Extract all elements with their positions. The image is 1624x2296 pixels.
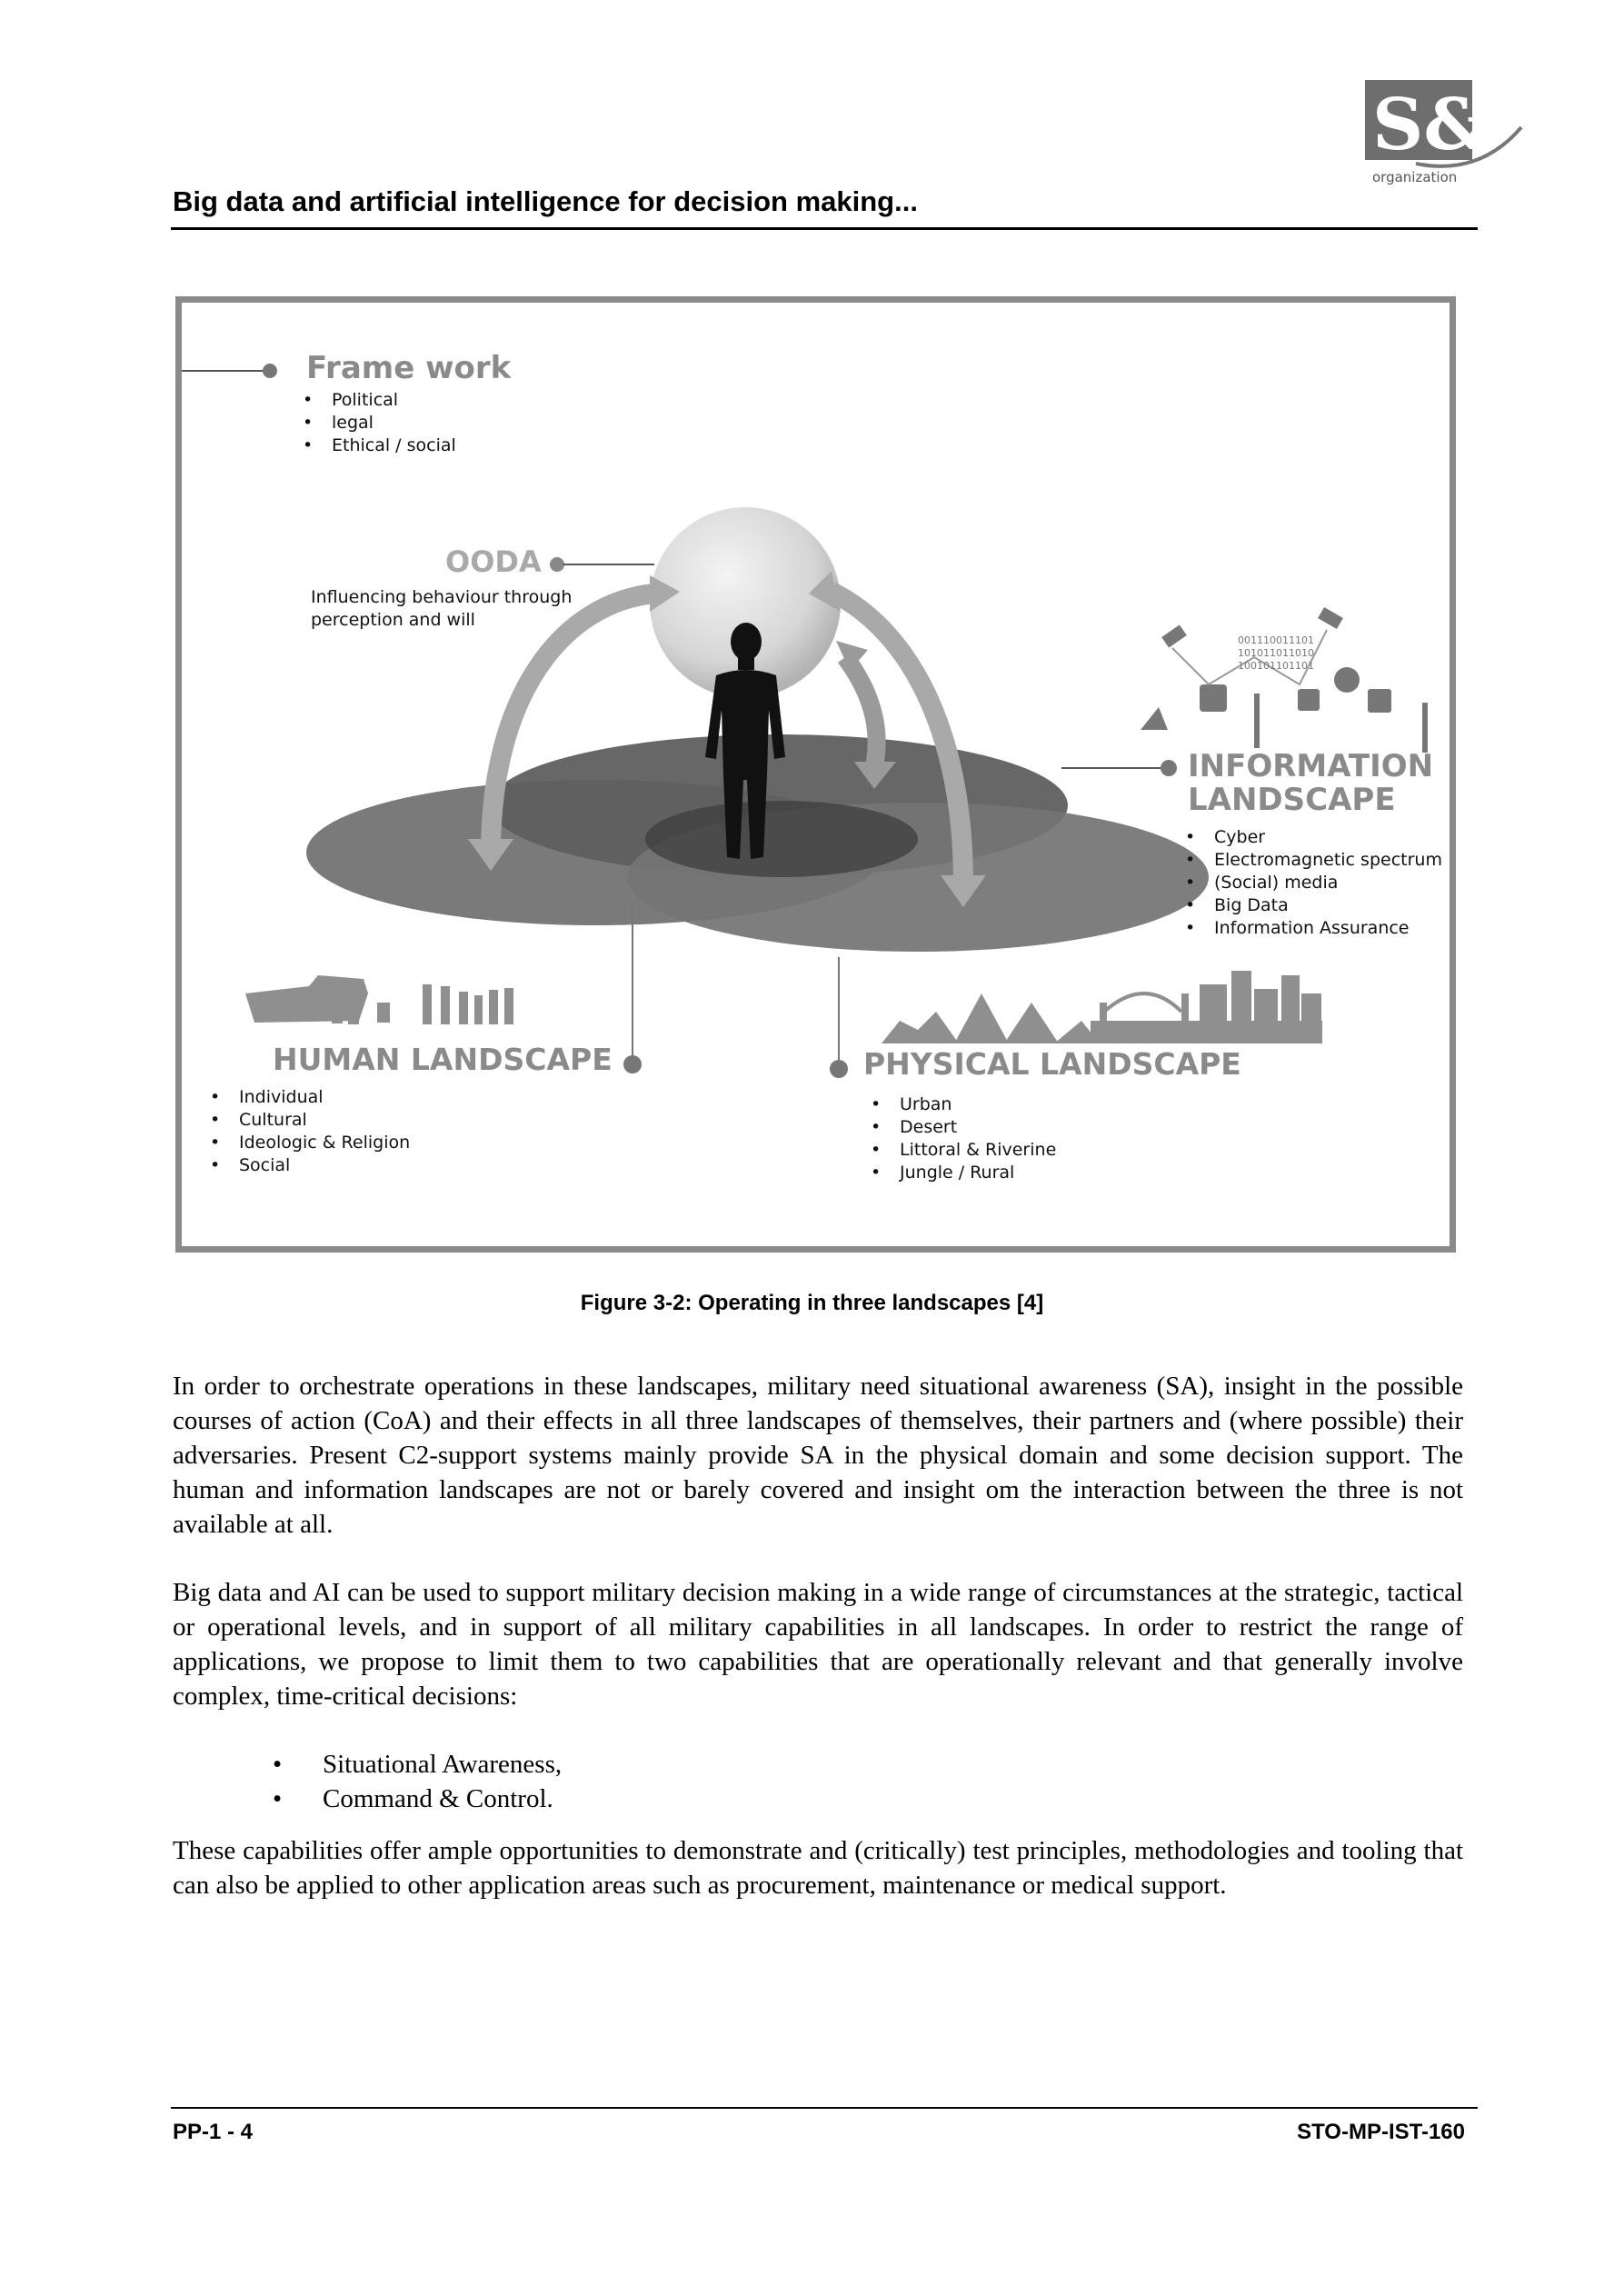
framework-heading: Frame work	[306, 350, 512, 386]
information-heading-line-2: LANDSCAPE	[1188, 782, 1396, 819]
physical-list	[871, 1093, 1056, 1184]
human-item: • Social	[210, 1154, 410, 1177]
overlap-core	[645, 801, 918, 877]
information-list	[1185, 826, 1442, 940]
capability-item: • Command & Control.	[273, 1782, 562, 1816]
information-item: • Cyber	[1185, 826, 1442, 849]
human-item: • Ideologic & Religion	[210, 1132, 410, 1154]
information-heading-line-1: INFORMATION	[1188, 748, 1434, 784]
capabilities-list	[273, 1747, 562, 1816]
human-landscape-heading: HUMAN LANDSCAPE	[273, 1042, 613, 1077]
information-landscape-heading	[1188, 750, 1433, 818]
framework-list	[303, 389, 456, 457]
physical-landscape-heading: PHYSICAL LANDSCAPE	[863, 1046, 1241, 1082]
human-figures-icons	[245, 975, 513, 1024]
footer-rule	[171, 2107, 1478, 2109]
human-item: • Cultural	[210, 1109, 410, 1132]
ooda-heading: OODA	[445, 544, 542, 579]
framework-connector-dot	[263, 364, 277, 378]
logo-subtext: organization	[1372, 169, 1458, 185]
framework-item: • Ethical / social	[303, 434, 456, 457]
capability-item: • Situational Awareness,	[273, 1747, 562, 1782]
binary-line-1: 001110011101	[1238, 634, 1314, 646]
physical-connector-dot	[830, 1060, 848, 1078]
information-item: • (Social) media	[1185, 872, 1442, 894]
framework-item: • legal	[303, 412, 456, 434]
logo-text: S&T	[1372, 84, 1525, 166]
information-icons-cluster	[1141, 607, 1428, 753]
information-connector-dot	[1161, 760, 1177, 776]
physical-item: • Urban	[871, 1093, 1056, 1116]
physical-item: • Desert	[871, 1116, 1056, 1139]
information-item: • Electromagnetic spectrum	[1185, 849, 1442, 872]
physical-skyline-icons	[882, 971, 1322, 1043]
binary-line-2: 101011011010	[1238, 647, 1314, 659]
ooda-text-line-2: perception and will	[311, 610, 475, 630]
human-connector-dot	[623, 1055, 642, 1073]
figure-operating-landscapes	[175, 296, 1456, 1253]
header-rule	[171, 227, 1478, 230]
physical-item: • Jungle / Rural	[871, 1162, 1056, 1184]
body-paragraph-2: Big data and AI can be used to support military decision making in a wide range of circumstances at the strategic, tactical or operational levels, and in support of all military capabilities in all landscapes. In order to restrict the range of applications, we propose to limit them to two capabilities that are operationally relevant and that generally involve complex, time-critical decisions:	[173, 1578, 1463, 1711]
ooda-connector-dot	[550, 557, 564, 572]
organization-logo	[1361, 76, 1525, 187]
ooda-text-line-1: Influencing behaviour through	[311, 587, 573, 607]
human-item: • Individual	[210, 1086, 410, 1109]
physical-item: • Littoral & Riverine	[871, 1139, 1056, 1162]
information-item: • Big Data	[1185, 894, 1442, 917]
framework-item: • Political	[303, 389, 456, 412]
document-id: STO-MP-IST-160	[1297, 2120, 1465, 2144]
body-paragraph-1: In order to orchestrate operations in these landscapes, military need situational awareness (SA), insight in the possible courses of action (CoA) and their effects in all three landscapes of themselves, their partners and (where possible) their adversaries. Present C2-support systems mainly provide SA in the physical domain and some decision support. The human and information landscapes are not or barely covered and insight om the interaction between the three is not available at all.	[173, 1372, 1463, 1539]
information-item: • Information Assurance	[1185, 917, 1442, 940]
figure-caption: Figure 3-2: Operating in three landscapes [4]	[580, 1291, 1044, 1315]
ooda-text	[311, 586, 572, 632]
running-title: Big data and artificial intelligence for decision making...	[173, 185, 918, 217]
page-number: PP-1 - 4	[173, 2120, 254, 2144]
binary-line-3: 100101101101	[1238, 660, 1314, 672]
human-list	[210, 1086, 410, 1177]
body-paragraph-3: These capabilities offer ample opportunities to demonstrate and (critically) test principles, methodologies and tooling that can also be applied to other application areas such as procurement, maintenance or medical support.	[173, 1836, 1463, 1900]
